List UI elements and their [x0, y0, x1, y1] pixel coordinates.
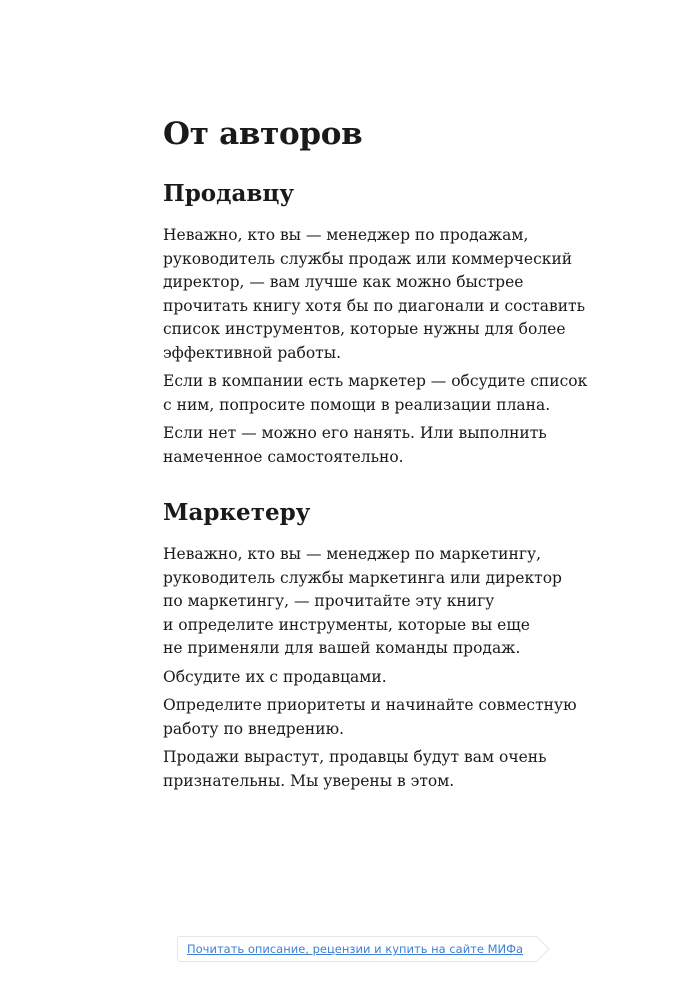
paragraph: Обсудите их с продавцами.: [163, 667, 387, 686]
chevron-right-icon: [524, 936, 549, 961]
page-title: От авторов: [163, 116, 363, 152]
paragraph: Продажи вырастут, продавцы будут вам очень признательны. Мы уверены в этом.: [163, 748, 547, 790]
section-body-marketer: [163, 543, 593, 793]
paragraph: Если нет — можно его нанять. Или выполнить намеченное самостоятельно.: [163, 424, 547, 466]
section-heading-seller: Продавцу: [163, 180, 295, 207]
section-heading-marketer: Маркетеру: [163, 499, 311, 526]
paragraph: Неважно, кто вы — менеджер по маркетингу, руководитель службы маркетинга или директор по маркетингу, — прочитайте эту книгу и определите инструменты, которые вы еще не применяли для вашей команды продаж.: [163, 545, 562, 657]
footer-link-container: [177, 936, 537, 962]
paragraph: Если в компании есть маркетер — обсудите список с ним, попросите помощи в реализации плана.: [163, 372, 588, 414]
section-marketer: [163, 497, 593, 793]
paragraph: Неважно, кто вы — менеджер по продажам, руководитель службы продаж или коммерческий директор, — вам лучше как можно быстрее прочитать книгу хотя бы по диагонали и составить список инструментов, которые нужны для более эффективной работы.: [163, 226, 586, 362]
page-content: [163, 112, 593, 798]
section-body-seller: [163, 224, 593, 469]
paragraph: Определите приоритеты и начинайте совместную работу по внедрению.: [163, 696, 577, 738]
footer-link-label: Почитать описание, рецензии и купить на сайте МИФа: [187, 942, 524, 956]
buy-on-mif-link[interactable]: [177, 936, 537, 962]
section-seller: [163, 178, 593, 469]
